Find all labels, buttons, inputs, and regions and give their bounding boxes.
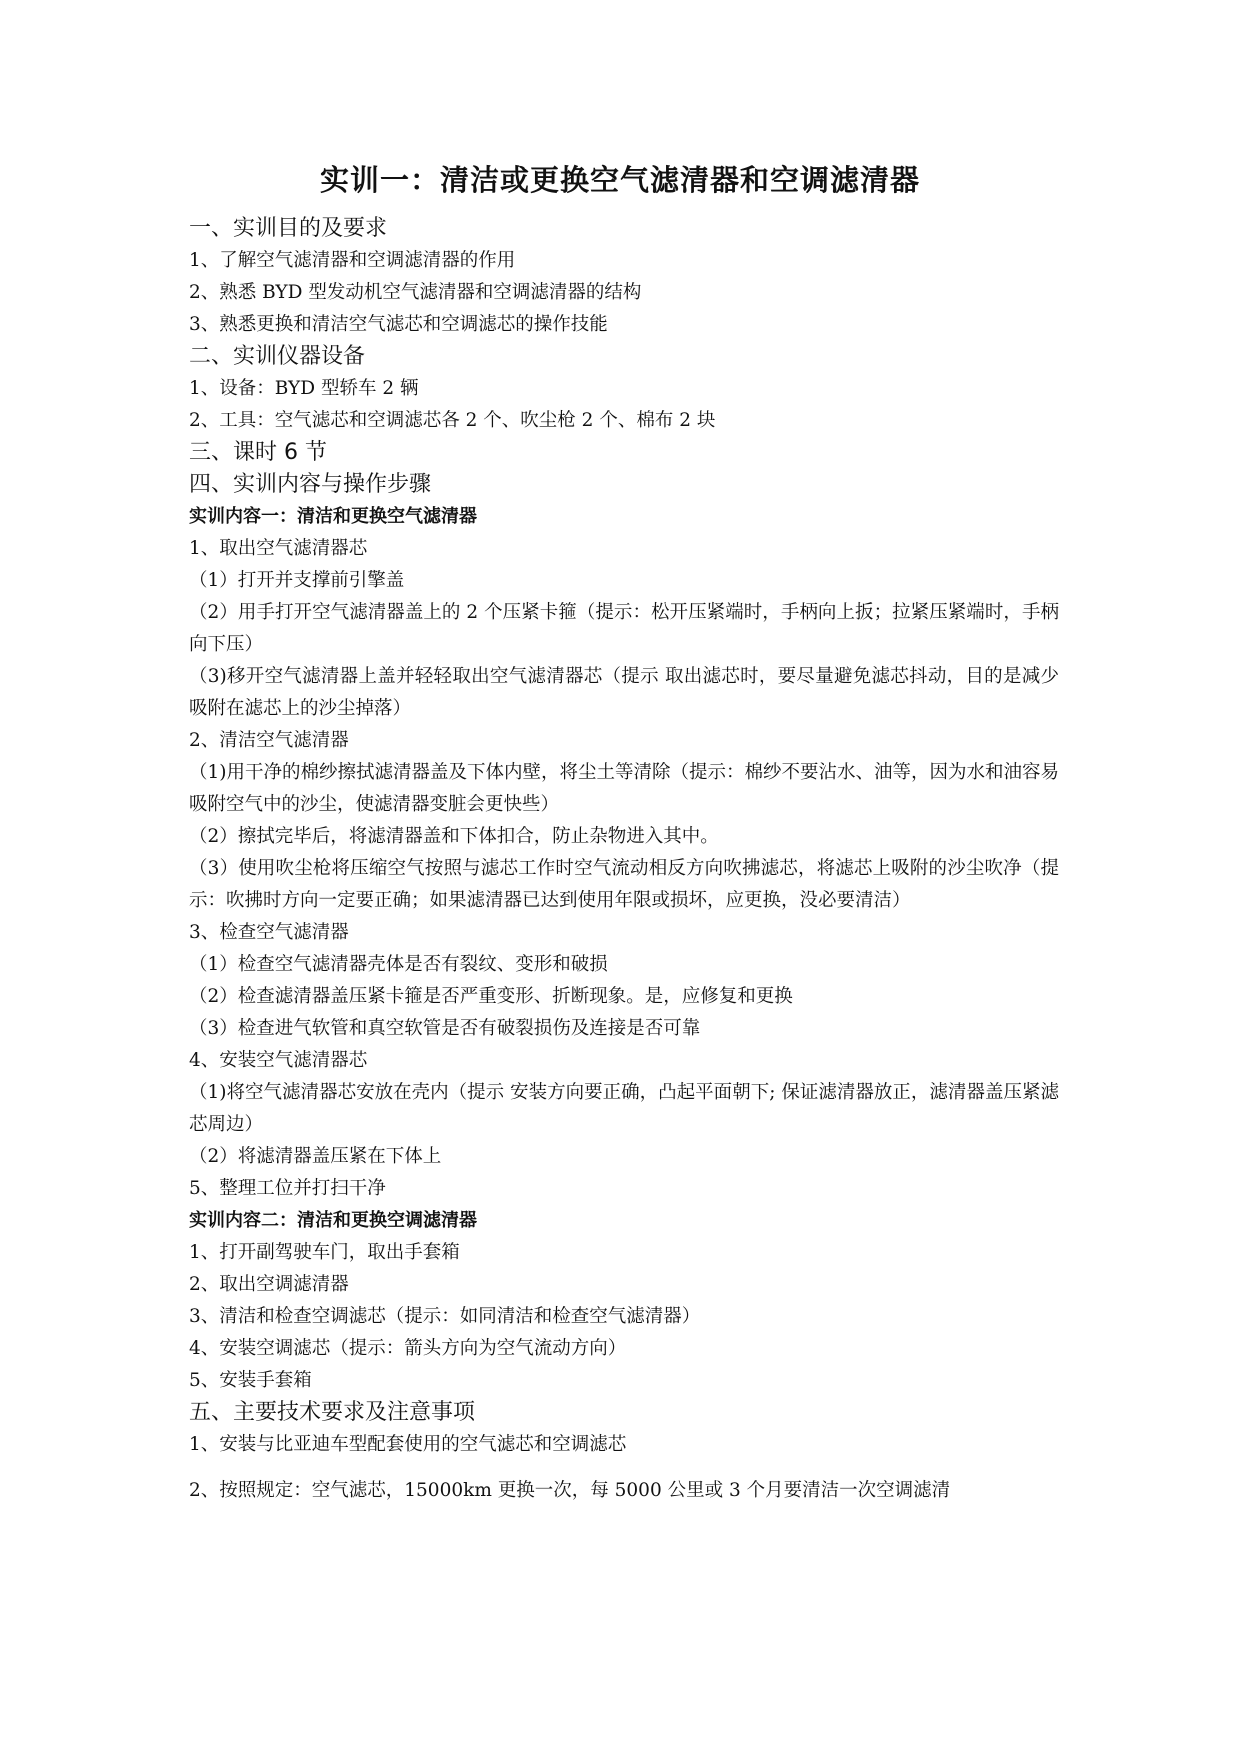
- paragraph: （3）检查进气软管和真空软管是否有破裂损伤及连接是否可靠: [189, 1018, 701, 1039]
- subsection-heading: 实训内容一：清洁和更换空气滤清器: [189, 506, 477, 527]
- paragraph: （2）擦拭完毕后，将滤清器盖和下体扣合，防止杂物进入其中。: [189, 826, 719, 847]
- paragraph: （3)移开空气滤清器上盖并轻轻取出空气滤清器芯（提示 取出滤芯时，要尽量避免滤芯抖动，目的是减少吸附在滤芯上的沙尘掉落）: [189, 666, 1059, 719]
- paragraph: （3）使用吹尘枪将压缩空气按照与滤芯工作时空气流动相反方向吹拂滤芯，将滤芯上吸附的沙尘吹净（提示：吹拂时方向一定要正确；如果滤清器已达到使用年限或损坏，应更换，没必要清洁）: [189, 858, 1059, 911]
- paragraph: 1、取出空气滤清器芯: [189, 538, 368, 559]
- paragraph: 1、了解空气滤清器和空调滤清器的作用: [189, 250, 516, 271]
- section-heading: 四、实训内容与操作步骤: [189, 472, 432, 497]
- paragraph: 1、打开副驾驶车门，取出手套箱: [189, 1242, 460, 1263]
- document-title: 实训一：清洁或更换空气滤清器和空调滤清器: [319, 163, 920, 197]
- paragraph: 1、设备：BYD 型轿车 2 辆: [189, 378, 419, 399]
- paragraph: 2、按照规定：空气滤芯，15000km 更换一次，每 5000 公里或 3 个月要清洁一次空调滤清: [189, 1480, 951, 1501]
- paragraph: （1）检查空气滤清器壳体是否有裂纹、变形和破损: [189, 954, 608, 975]
- paragraph: 4、安装空调滤芯（提示：箭头方向为空气流动方向）: [189, 1338, 627, 1359]
- paragraph: 3、熟悉更换和清洁空气滤芯和空调滤芯的操作技能: [189, 314, 608, 335]
- paragraph: （1)用干净的棉纱擦拭滤清器盖及下体内壁，将尘土等清除（提示：棉纱不要沾水、油等，因为水和油容易吸附空气中的沙尘，使滤清器变脏会更快些）: [189, 762, 1059, 815]
- paragraph: 2、清洁空气滤清器: [189, 730, 349, 751]
- section-heading: 一、实训目的及要求: [189, 216, 388, 241]
- paragraph: （1）打开并支撑前引擎盖: [189, 570, 405, 591]
- section-heading: 三、课时 6 节: [189, 440, 327, 465]
- paragraph: 2、工具：空气滤芯和空调滤芯各 2 个、吹尘枪 2 个、棉布 2 块: [189, 410, 716, 431]
- paragraph: 3、检查空气滤清器: [189, 922, 349, 943]
- paragraph: （2）用手打开空气滤清器盖上的 2 个压紧卡箍（提示：松开压紧端时，手柄向上扳；拉紧压紧端时，手柄向下压）: [189, 602, 1059, 655]
- paragraph: 3、清洁和检查空调滤芯（提示：如同清洁和检查空气滤清器）: [189, 1306, 701, 1327]
- section-heading: 五、主要技术要求及注意事项: [189, 1400, 476, 1425]
- section-heading: 二、实训仪器设备: [189, 344, 366, 369]
- subsection-heading: 实训内容二：清洁和更换空调滤清器: [189, 1210, 477, 1231]
- paragraph: （2）将滤清器盖压紧在下体上: [189, 1146, 442, 1167]
- spacer: [189, 1461, 1059, 1475]
- document-body: [189, 213, 1059, 1507]
- paragraph: 5、整理工位并打扫干净: [189, 1178, 386, 1199]
- paragraph: 2、熟悉 BYD 型发动机空气滤清器和空调滤清器的结构: [189, 282, 642, 303]
- paragraph: 2、取出空调滤清器: [189, 1274, 349, 1295]
- paragraph: 1、安装与比亚迪车型配套使用的空气滤芯和空调滤芯: [189, 1434, 627, 1455]
- paragraph: （1)将空气滤清器芯安放在壳内（提示 安装方向要正确，凸起平面朝下; 保证滤清器放正，滤清器盖压紧滤芯周边）: [189, 1082, 1059, 1135]
- paragraph: （2）检查滤清器盖压紧卡箍是否严重变形、折断现象。是，应修复和更换: [189, 986, 793, 1007]
- paragraph: 5、安装手套箱: [189, 1370, 312, 1391]
- paragraph: 4、安装空气滤清器芯: [189, 1050, 368, 1071]
